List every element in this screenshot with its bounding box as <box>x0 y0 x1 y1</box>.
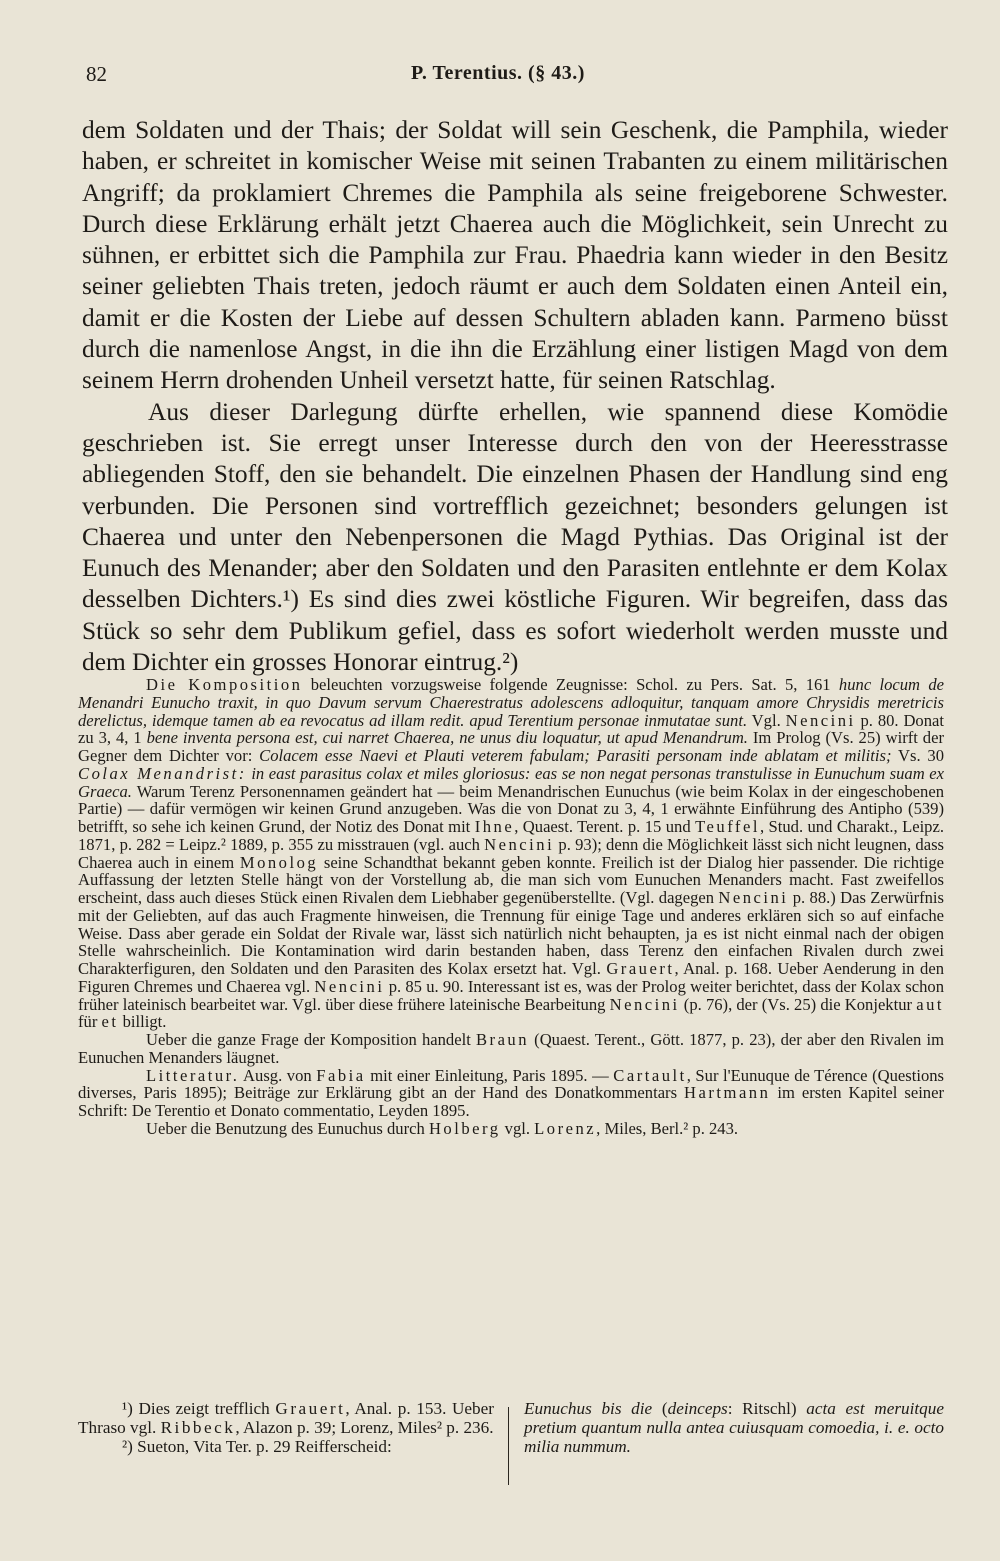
note-text: billigt. <box>118 1012 167 1032</box>
note-text: , Sur l'Eunuque de Térence (Questions diverses, Paris 1895); Beiträge zur Erklärung gibt an der Hand des Donatkommentars <box>78 1065 945 1103</box>
body-paragraph-1: dem Soldaten und der Thais; der Soldat will sein Geschenk, die Pamphila, wieder haben, er schreitet in komischer Weise mit seinen Trabanten zu einem militärischen Angriff; da proklamiert Chremes die Pamphila als seine freigeborene Schwester. Durch diese Erklärung erhält jetzt Chaerea auch die Möglichkeit, sein Unrecht zu sühnen, er erbittet sich die Pamphila zur Frau. Phaedria kann wieder in den Besitz seiner geliebten Thais treten, jedoch räumt er auch dem Soldaten einen Anteil ein, damit er die Kosten der Liebe auf dessen Schultern abladen kann. Parmeno büsst durch die namenlose Angst, in die ihn die Erzählung einer listigen Magd von dem seinem Herrn drohenden Unheil versetzt hatte, für seinen Ratschlag. <box>82 116 948 395</box>
note-text: , Quaest. Terent. p. 15 und <box>514 817 696 836</box>
note-text: (p. 76), der (Vs. 25) die Konjektur <box>679 994 917 1014</box>
note-author: Nencini <box>718 888 789 907</box>
note-spaced-term: aut <box>916 994 944 1014</box>
note-text: im ersten Kapitel seiner Schrift: De Terentio et Donato commentatio, Leyden 1895. <box>78 1083 944 1120</box>
note-text: p. 88.) Das Zerwürfnis mit der Geliebten, auf das auch Fragmente hinweisen, die Trennung für einige Tage und anderes erklären sich so auf einfache Weise. Dass aber gerade ein Soldat der Rivale war, lässt sich natürlich nicht behaupten, ja es ist nicht einmal nach der obigen Stelle wahrscheinlich. Die Kontamination wird darin bestanden haben, dass Terenz den einfachen Rivalen durch zwei Charakterfiguren, den Soldaten und den Parasiten des Kolax ersetzt hat. Vgl. <box>78 888 944 978</box>
footnote-quote: acta est meruitque pretium quantum nulla antea cuiusquam comoedia, i. e. octo milia nummum. <box>524 1399 944 1456</box>
notes-section <box>78 676 944 1138</box>
note-author: Nencini <box>484 834 555 854</box>
note-text: Ausg. von <box>239 1065 317 1085</box>
column-divider <box>508 1407 509 1485</box>
note-author: Grauert <box>606 959 675 978</box>
note-quote: hunc locum de Menandri Eunucho traxit, in quo Davum servum Chaerestratus adolescens adloquitur, tanquam amore Chrysidis meretricis derelictus, idemque tamen ab ea revocatus ad illam redit. apud Terentium personae inmutatae sunt. <box>78 675 944 730</box>
note-text: beleuchten vorzugsweise folgende Zeugnisse: Schol. zu Pers. Sat. 5, 161 <box>302 675 839 694</box>
footnote-author: Grauert <box>275 1399 346 1418</box>
running-header <box>86 62 946 90</box>
note-komposition-label: Die Komposition <box>146 675 303 694</box>
note-quote: bene inventa persona est, cui narret Chaerea, ne unus diu loquatur, ut apud Menandrum. <box>146 728 748 748</box>
footnote-1 <box>78 1399 494 1437</box>
note-author: Teuffel <box>695 817 760 836</box>
footnote-text: ¹) Dies zeigt trefflich <box>122 1399 276 1418</box>
footnotes-right-column <box>524 1399 944 1456</box>
note-text: Ueber die ganze Frage der Komposition handelt <box>146 1030 476 1049</box>
footnote-author: Reifferscheid <box>294 1437 387 1456</box>
running-title: P. Terentius. (§ 43.) <box>411 62 585 84</box>
note-text: Vs. 30 <box>891 746 944 765</box>
note-spaced-term: Colax Menandrist: <box>78 763 247 783</box>
note-author: Braun <box>475 1030 530 1049</box>
note-author: Ihne <box>474 817 515 836</box>
note-author: Fabia <box>316 1065 366 1085</box>
footnote-text: : <box>386 1437 392 1456</box>
note-spaced-term: Monolog <box>239 852 319 872</box>
page-number: 82 <box>86 62 107 86</box>
note-komposition <box>78 676 944 1031</box>
note-author: Hartmann <box>684 1083 771 1103</box>
footnote-quote: deinceps <box>667 1399 728 1418</box>
note-text: Warum Terenz Personennamen geändert hat — beim Menandrischen Eunuchus (wie beim Kolax in der eingeschobenen Partie) — dafür vermögen wir keinen Grund anzugeben. Was die von Donat zu 3, 4, 1 erwähnte Einführung des Antipho (539) betrifft, so sehe ich keinen Grund, der Notiz des Donat mit <box>78 781 944 836</box>
footnote-text: ²) Sueton, Vita Ter. p. 29 <box>122 1437 295 1456</box>
footnote-2 <box>78 1437 494 1456</box>
footnote-2-continuation <box>524 1399 944 1456</box>
footnotes-left-column <box>78 1399 494 1456</box>
main-text <box>82 115 948 678</box>
note-text: Vgl. <box>747 710 786 730</box>
note-author: Lorenz <box>534 1118 597 1138</box>
note-litteratur <box>78 1067 944 1120</box>
footnotes <box>78 1399 944 1499</box>
note-text: p. 93); denn die Möglichkeit lässt sich nicht leugnen, dass Chaerea auch in einem <box>78 834 944 872</box>
note-text: Ueber die Benutzung des Eunuchus durch <box>146 1118 429 1138</box>
footnote-text: ( <box>652 1399 668 1418</box>
note-author: Cartault <box>613 1065 687 1085</box>
note-holberg <box>78 1120 944 1138</box>
note-text: seine Schandthat bekannt geben konnte. Freilich ist der Dialog hier passender. Die richtige Auffassung der letzten Stelle hängt von der Vorstellung ab, die man sich vom Eunuchen Menanders macht. Fast zweifellos erscheint, dass auch dieses Stück einen Rivalen dem Liebhaber gegenüberstellte. (Vgl. dagegen <box>78 852 944 907</box>
footnote-text: , Miles² p. 236. <box>389 1418 494 1437</box>
footnote-text: , Anal. p. 153. Ueber Thraso vgl. <box>78 1399 494 1437</box>
note-author: Nencini <box>314 976 385 996</box>
note-braun <box>78 1031 944 1067</box>
note-author: Nencini <box>609 994 680 1014</box>
note-litteratur-label: Litteratur. <box>146 1065 240 1085</box>
note-text: mit einer Einleitung, Paris 1895. — <box>365 1065 614 1085</box>
note-text: (Quaest. Terent., Gött. 1877, p. 23), der aber den Rivalen im Eunuchen Menanders läugnet. <box>78 1030 944 1067</box>
footnote-text: , Alazon p. 39; <box>235 1418 341 1437</box>
note-spaced-term: et <box>101 1012 119 1032</box>
note-text: p. 80. Donat zu 3, 4, 1 <box>78 710 945 748</box>
body-paragraph-2: Aus dieser Darlegung dürfte erhellen, wie spannend diese Komödie geschrieben ist. Sie erregt unser Interesse durch den von der Heeresstrasse abliegenden Stoff, den sie behandelt. Die einzelnen Phasen der Handlung sind eng verbunden. Die Personen sind vortrefflich gezeichnet; besonders gelungen ist Chaerea und unter den Nebenpersonen die Magd Pythias. Das Original ist der Eunuch des Menander; aber den Soldaten und den Parasiten entlehnte er dem Kolax desselben Dichters.¹) Es sind dies zwei köstliche Figuren. Wir begreifen, dass das Stück so sehr dem Publikum gefiel, dass es sofort wiederholt werden musste und dem Dichter ein grosses Honorar eintrug.²) <box>82 397 948 677</box>
note-text: Im Prolog (Vs. 25) wirft der Gegner dem Dichter vor: <box>78 728 944 765</box>
note-text: , Anal. p. 168. Ueber Aenderung in den Figuren Chremes und Chaerea vgl. <box>78 959 945 996</box>
note-quote: in east parasitus colax et miles gloriosus: eas se non negat personas transtulisse in Eunuchum suam ex Graeca. <box>78 763 944 801</box>
footnote-text: : Ritschl) <box>727 1399 807 1418</box>
note-text: , Miles, Berl.² p. 243. <box>596 1118 739 1138</box>
footnote-quote: Eunuchus bis die <box>524 1399 653 1418</box>
note-text: für <box>78 1012 102 1032</box>
footnote-author: Ribbeck <box>160 1418 236 1437</box>
note-author: Nencini <box>785 710 856 730</box>
note-text: p. 85 u. 90. Interessant ist es, was der Prolog weiter berichtet, dass der Kolax schon früher lateinisch bearbeitet war. Vgl. über diese frühere lateinische Bearbeitung <box>78 976 945 1014</box>
note-quote: Colacem esse Naevi et Plauti veterem fabulam; Parasiti personam inde ablatam et militis; <box>259 746 892 765</box>
note-text: vgl. <box>500 1118 535 1138</box>
note-text: , Stud. und Charakt., Leipz. 1871, p. 282 = Leipz.² 1889, p. 355 zu misstrauen (vgl. auch <box>78 817 944 854</box>
footnote-author: Lorenz <box>340 1418 390 1437</box>
note-author: Holberg <box>428 1118 501 1138</box>
